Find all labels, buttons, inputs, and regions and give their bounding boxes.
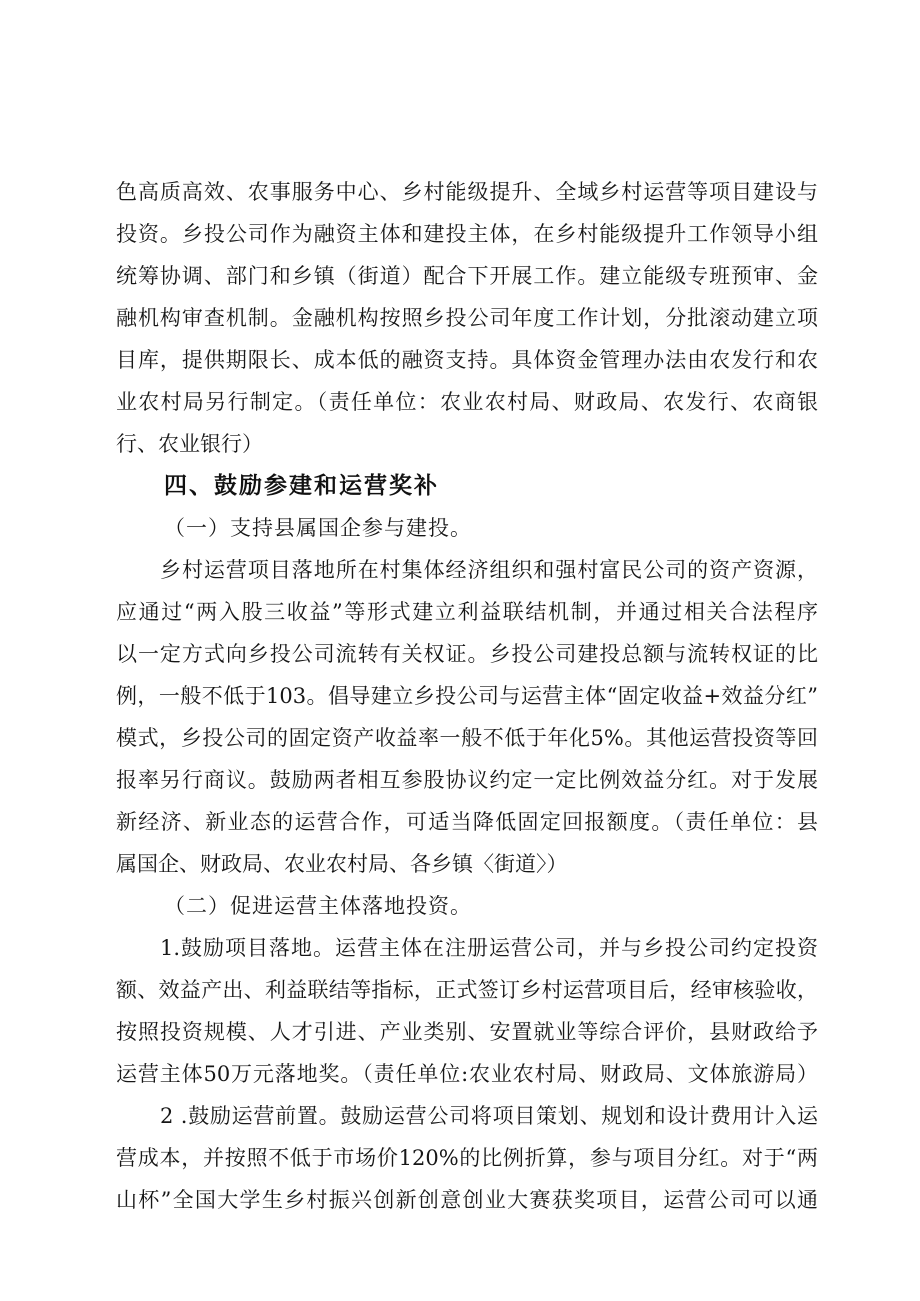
- paragraph-line: 统筹协调、部门和乡镇（街道）配合下开展工作。建立能级专班预审、金: [116, 264, 818, 288]
- subsection-heading: （二）促进运营主体落地投资。: [164, 894, 472, 918]
- paragraph-line: 运营主体50万元落地奖。（责任单位:农业农村局、财政局、文体旅游局）: [116, 1062, 818, 1086]
- paragraph-line: 乡村运营项目落地所在村集体经济组织和强村富民公司的资产资源，: [160, 558, 818, 582]
- paragraph-line: 额、效益产出、利益联结等指标，正式签订乡村运营项目后，经审核验收，: [116, 978, 818, 1002]
- paragraph-line: 报率另行商议。鼓励两者相互参股协议约定一定比例效益分红。对于发展: [116, 768, 818, 792]
- paragraph-line: 行、农业银行）: [116, 432, 263, 456]
- paragraph-line: 属国企、财政局、农业农村局、各乡镇〈街道〉）: [116, 852, 568, 876]
- paragraph-line: 新经济、新业态的运营合作，可适当降低固定回报额度。（责任单位：县: [116, 810, 818, 834]
- paragraph-line: 按照投资规模、人才引进、产业类别、安置就业等综合评价，县财政给予: [116, 1020, 818, 1044]
- paragraph-line: 目库，提供期限长、成本低的融资支持。具体资金管理办法由农发行和农: [116, 348, 818, 372]
- paragraph-line: 融机构审查机制。金融机构按照乡投公司年度工作计划，分批滚动建立项: [116, 306, 818, 330]
- paragraph-line: 山杯”全国大学生乡村振兴创新创意创业大赛获奖项目，运营公司可以通: [116, 1188, 818, 1212]
- paragraph-line: 投资。乡投公司作为融资主体和建投主体，在乡村能级提升工作领导小组: [116, 222, 818, 246]
- paragraph-line: 例，一般不低于103。倡导建立乡投公司与运营主体“固定收益+效益分红”: [116, 684, 818, 708]
- paragraph-line: 营成本，并按照不低于市场价120%的比例折算，参与项目分红。对于“两: [116, 1146, 818, 1170]
- paragraph-line: 以一定方式向乡投公司流转有关权证。乡投公司建投总额与流转权证的比: [116, 642, 818, 666]
- paragraph-line: 2 .鼓励运营前置。鼓励运营公司将项目策划、规划和设计费用计入运: [160, 1104, 818, 1128]
- section-heading: 四、鼓励参建和运营奖补: [164, 473, 439, 499]
- paragraph-line: 应通过“两入股三收益”等形式建立利益联结机制，并通过相关合法程序: [116, 600, 818, 624]
- subsection-heading: （一）支持县属国企参与建投。: [164, 516, 472, 540]
- paragraph-line: 业农村局另行制定。（责任单位：农业农村局、财政局、农发行、农商银: [116, 390, 818, 414]
- paragraph-line: 色高质高效、农事服务中心、乡村能级提升、全域乡村运营等项目建设与: [116, 180, 818, 204]
- paragraph-line: 模式，乡投公司的固定资产收益率一般不低于年化5%。其他运营投资等回: [116, 726, 818, 750]
- paragraph-line: 1.鼓励项目落地。运营主体在注册运营公司，并与乡投公司约定投资: [160, 936, 818, 960]
